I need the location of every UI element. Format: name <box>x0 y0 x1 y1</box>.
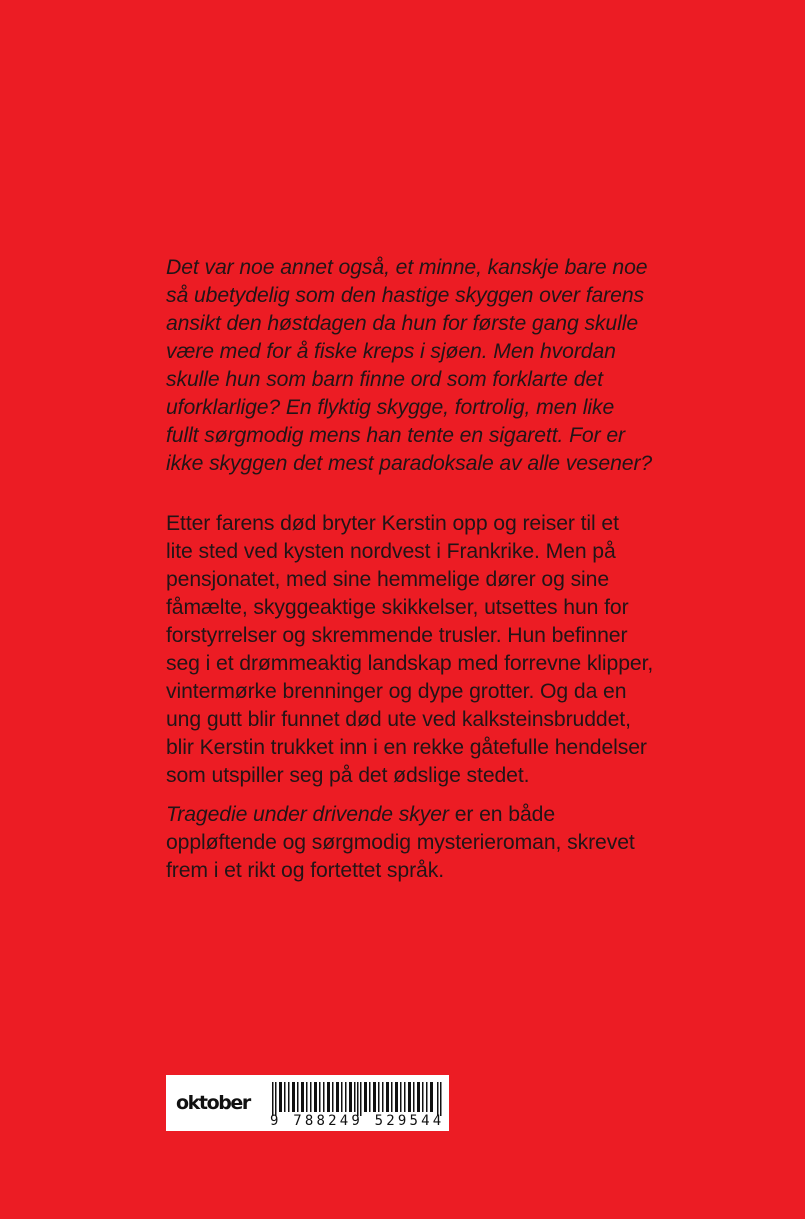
description-line: fåmælte, skyggeaktige skikkelser, utsettes hun for <box>166 596 629 619</box>
quote-line: fullt sørgmodig mens han tente en sigarett. For er <box>166 424 625 447</box>
quote-line: skulle hun som barn finne ord som forklarte det <box>166 368 603 391</box>
publisher-logo: oktober <box>176 1092 250 1114</box>
description-line: ung gutt blir funnet død ute ved kalksteinsbruddet, <box>166 708 631 731</box>
isbn-number: 9 788249 529544 <box>270 1113 445 1129</box>
quote-line: være med for å fiske kreps i sjøen. Men hvordan <box>166 340 616 363</box>
tagline-line: oppløftende og sørgmodig mysterieroman, skrevet <box>166 831 635 854</box>
description-line: blir Kerstin trukket inn i en rekke gåtefulle hendelser <box>166 736 647 759</box>
quote-line: så ubetydelig som den hastige skyggen over farens <box>166 284 644 307</box>
barcode-icon <box>272 1082 444 1116</box>
tagline-text: er en både <box>448 803 556 826</box>
tagline-line: frem i et rikt og fortettet språk. <box>166 859 445 882</box>
description-line: vintermørke brenninger og dype grotter. Og da en <box>166 680 627 703</box>
description-line: forstyrrelser og skremmende trusler. Hun befinner <box>166 624 628 647</box>
description-line: som utspiller seg på det ødslige stedet. <box>166 764 530 787</box>
description-line: Etter farens død bryter Kerstin opp og reiser til et <box>166 512 619 535</box>
book-description <box>166 510 726 790</box>
back-cover-quote <box>166 254 726 478</box>
barcode-label <box>166 1075 449 1131</box>
description-line: lite sted ved kysten nordvest i Frankrike. Men på <box>166 540 616 563</box>
description-line: pensjonatet, med sine hemmelige dører og sine <box>166 568 610 591</box>
tagline-line <box>166 801 726 829</box>
book-tagline <box>166 801 726 885</box>
quote-line: ikke skyggen det mest paradoksale av alle vesener? <box>166 452 653 475</box>
quote-line: Det var noe annet også, et minne, kanskje bare noe <box>166 256 648 279</box>
quote-line: ansikt den høstdagen da hun for første gang skulle <box>166 312 639 335</box>
description-line: seg i et drømmeaktig landskap med forrevne klipper, <box>166 652 654 675</box>
book-title: Tragedie under drivende skyer <box>166 803 449 826</box>
quote-line: uforklarlige? En flyktig skygge, fortrolig, men like <box>166 396 615 419</box>
